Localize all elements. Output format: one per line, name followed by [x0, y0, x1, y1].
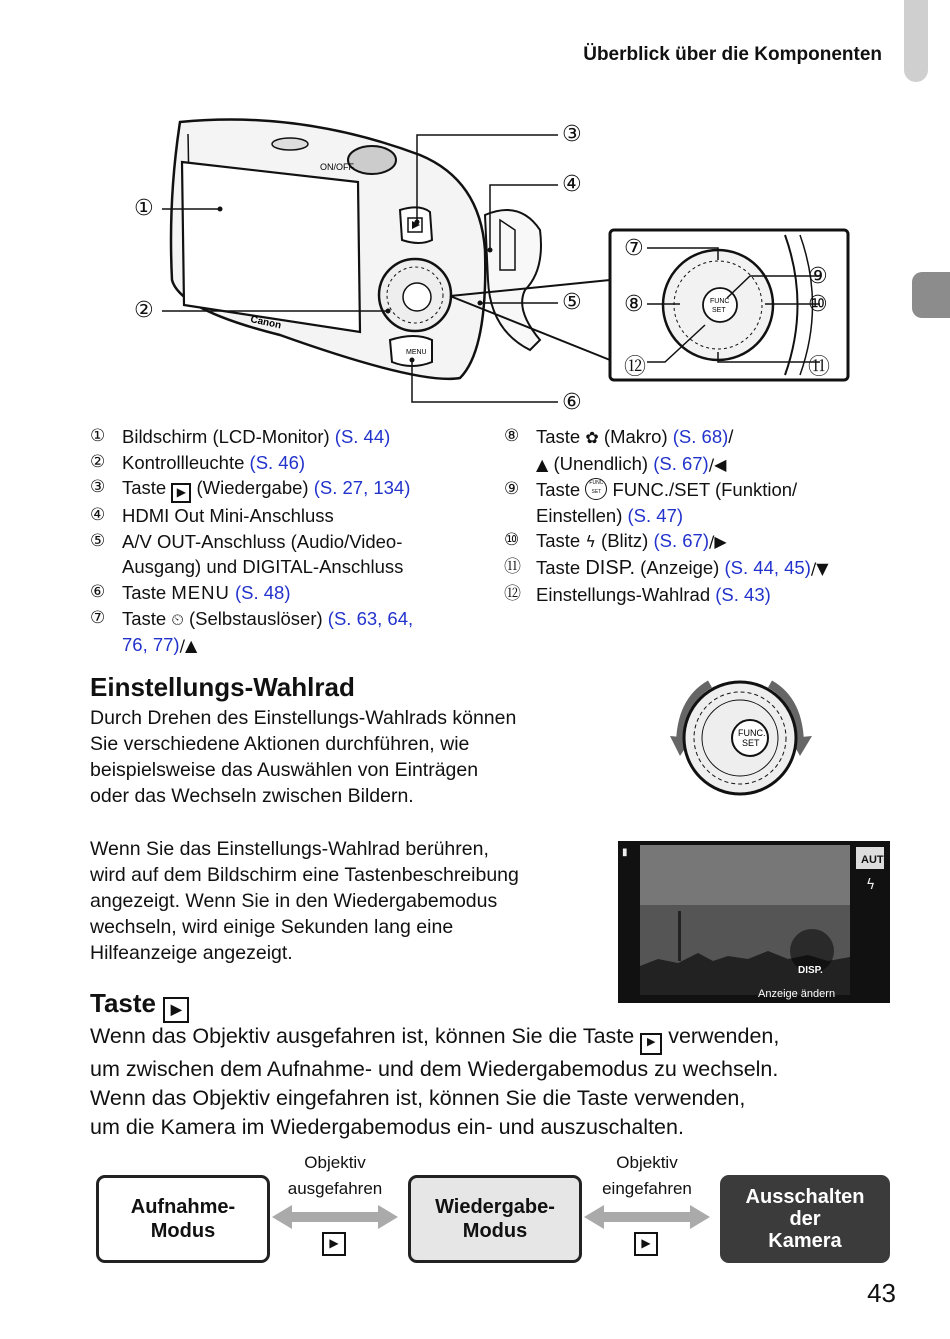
section-title-taste: Taste ▶: [90, 988, 189, 1023]
legend-item-12: ⑫ Einstellungs-Wahlrad (S. 43): [504, 583, 771, 605]
right-arrow-icon: /▶: [709, 532, 727, 552]
svg-text:FUNC.: FUNC.: [738, 728, 766, 738]
callout-3: ③: [562, 122, 582, 147]
callout-2: ②: [134, 298, 154, 323]
callout-1: ①: [134, 196, 154, 221]
legend-item-3: ③ Taste ▶ (Wiedergabe) (S. 27, 134): [90, 475, 490, 503]
legend-item-2: ② Kontrollleuchte (S. 46): [90, 451, 306, 473]
section2-paragraph: Wenn das Objektiv ausgefahren ist, können Sie die Taste ▶ verwenden, um zwischen dem Aufnahme- und dem Wiedergabemodus zu wechseln. Wenn das Objektiv eingefahren ist, können Sie die Taste verwenden, um die Kamera im Wiedergabemodus ein- und auszuschalten.: [90, 1024, 780, 1139]
legend-item-11: ⑪ Taste DISP. (Anzeige) (S. 44, 45)/▼: [504, 556, 829, 579]
arrow-label-ausgefahren: Objektiv ausgefahren: [287, 1153, 383, 1198]
callout-8: ⑧: [624, 292, 644, 317]
disp-icon: DISP.: [585, 556, 636, 579]
up-arrow-icon: /▲: [179, 636, 198, 656]
section1-paragraph-1: Durch Drehen des Einstellungs-Wahlrads können Sie verschiedene Aktionen durchführen, wie beispielsweise das Auswählen von Einträgen oder das Wechseln zwischen Bildern.: [90, 707, 517, 807]
callout-4: ④: [562, 172, 582, 197]
legend-item-4: ④ HDMI Out Mini-Anschluss: [90, 505, 334, 527]
legend-item-8: ⑧ Taste ✿ (Makro) (S. 68)/ ▲ (Unendlich) (S. 67)/◀: [504, 426, 734, 474]
legend-item-1: ① Bildschirm (LCD-Monitor) (S. 44): [90, 426, 391, 447]
mode-box-aufnahme: Aufnahme- Modus: [96, 1175, 270, 1263]
callout-9: ⑨: [808, 264, 828, 289]
flash-icon: ϟ: [585, 532, 596, 552]
macro-icon: ✿: [585, 428, 599, 447]
callout-5: ⑤: [562, 290, 582, 315]
callout-6: ⑥: [562, 390, 582, 415]
section-title-wahlrad: Einstellungs-Wahlrad: [90, 672, 355, 702]
lcd-screen: [182, 162, 360, 332]
svg-text:SET: SET: [742, 738, 760, 748]
screen-caption: Anzeige ändern: [758, 988, 836, 1000]
self-timer-icon: ⏲: [171, 609, 184, 629]
svg-text:Canon: Canon: [249, 314, 283, 332]
legend-left: [90, 424, 490, 659]
func-set-icon: FUNC SET: [585, 478, 607, 500]
chapter-tab: [912, 272, 950, 318]
legend-item-10: ⑩ Taste ϟ (Blitz) (S. 67)/▶: [504, 530, 727, 552]
shutter-button: [348, 146, 396, 174]
left-arrow-icon: /◀: [708, 454, 727, 474]
auto-mode-label: AUTO: [861, 854, 890, 866]
svg-text:▮: ▮: [622, 847, 628, 858]
double-arrow-2: [580, 1202, 714, 1232]
page-header: Überblick über die Komponenten: [583, 44, 882, 65]
legend-item-9: ⑨ Taste FUNC SET FUNC./SET (Funktion/ Einstellen) (S. 47): [504, 479, 798, 526]
mode-box-ausschalten: Ausschalten der Kamera: [720, 1175, 890, 1263]
menu-icon: MENU: [171, 581, 230, 603]
infinity-mountain-icon: ▲: [536, 454, 549, 474]
legend-right: [504, 424, 904, 607]
svg-text:DISP.: DISP.: [798, 965, 823, 976]
svg-text:ϟ: ϟ: [866, 877, 876, 893]
play-icon: ▶: [171, 483, 191, 503]
svg-text:MENU: MENU: [406, 349, 427, 356]
legend-item-6: ⑥ Taste MENU (S. 48): [90, 581, 291, 603]
svg-text:FUNC: FUNC: [710, 298, 730, 305]
play-icon: ▶: [322, 1232, 346, 1256]
page-number: 43: [867, 1278, 896, 1308]
callout-12: ⑫: [624, 355, 647, 380]
svg-text:SET: SET: [712, 307, 726, 314]
play-icon: ▶: [640, 1033, 662, 1055]
callout-7: ⑦: [624, 236, 644, 261]
legend-item-7: ⑦ Taste ⏲ (Selbstauslöser) (S. 63, 64, 76, 77)/▲: [90, 607, 414, 656]
camera-screen-image: [618, 841, 890, 1003]
down-arrow-icon: /▼: [810, 558, 829, 578]
section1-paragraph-2: Wenn Sie das Einstellungs-Wahlrad berühren, wird auf dem Bildschirm eine Tastenbeschreibung angezeigt. Wenn Sie in den Wiedergabemodus wechseln, wird einige Sekunden lang eine Hilfeanzeige angezeigt.: [90, 838, 519, 964]
callout-10: ⑩: [808, 292, 828, 317]
on-off-label: ON/OFF: [320, 162, 354, 172]
arrow-label-eingefahren: Objektiv eingefahren: [602, 1153, 692, 1198]
legend-item-5: ⑤ A/V OUT-Anschluss (Audio/Video- Ausgang) und DIGITAL-Anschluss: [90, 530, 404, 578]
callout-11: ⑪: [808, 355, 831, 380]
play-icon: ▶: [163, 997, 189, 1023]
control-dial-illustration: [640, 676, 840, 804]
mode-box-wiedergabe: Wiedergabe- Modus: [408, 1175, 582, 1263]
camera-diagram: [120, 100, 860, 420]
double-arrow-1: [268, 1202, 402, 1232]
page-tab-top: [904, 0, 928, 82]
play-icon: ▶: [634, 1232, 658, 1256]
